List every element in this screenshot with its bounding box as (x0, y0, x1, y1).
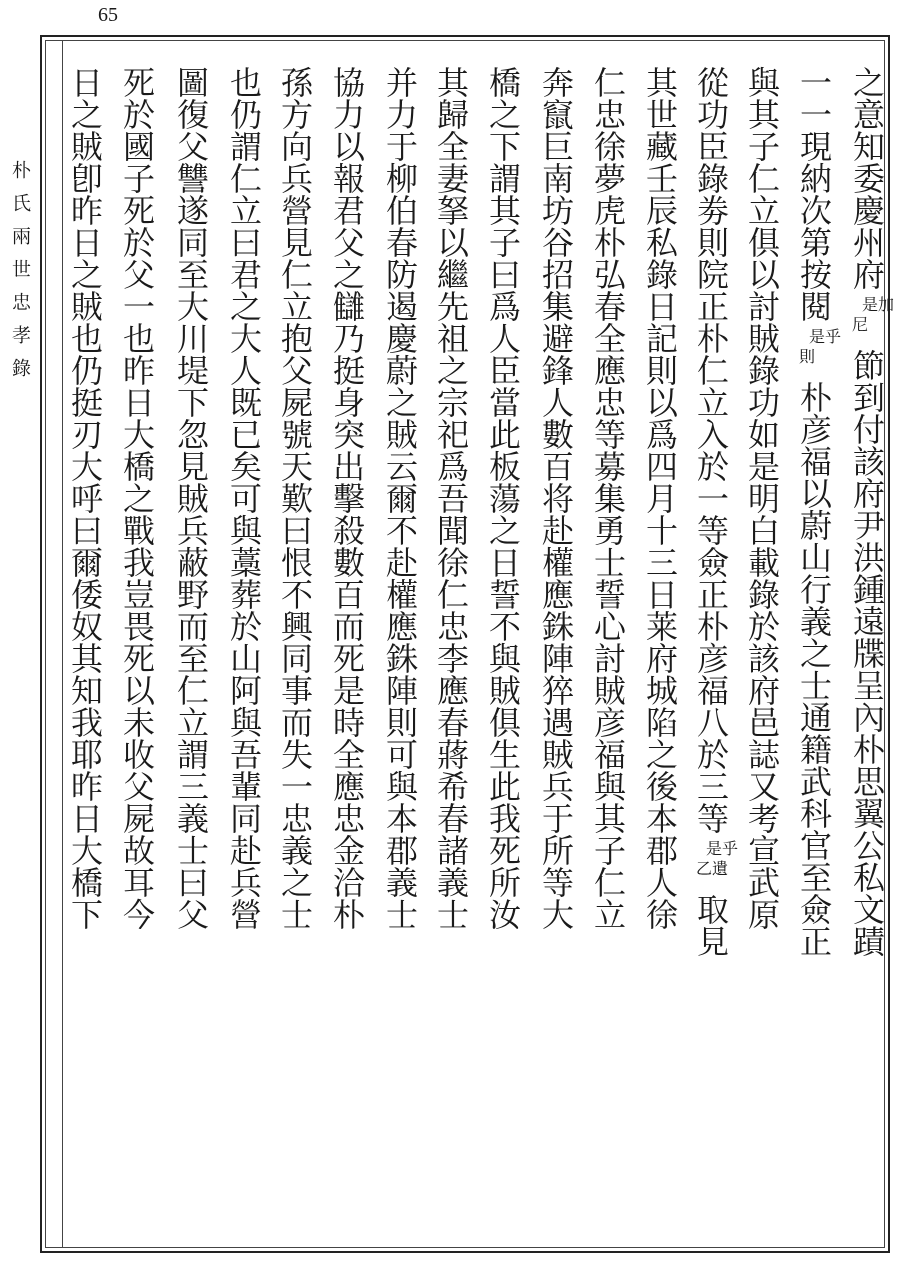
text-column (106, 66, 166, 930)
interlinear-note (852, 290, 896, 349)
text-column (369, 66, 429, 930)
interlinear-note (799, 322, 843, 381)
text-column (629, 66, 689, 930)
text-column (783, 66, 843, 957)
text-column (525, 66, 585, 930)
note-line-right: 是加 (861, 295, 894, 314)
text-column (420, 66, 480, 930)
column-text: 一一現納次第按閱 (795, 66, 833, 322)
text-column (54, 66, 114, 930)
text-column (316, 66, 376, 930)
text-block (62, 66, 894, 1236)
column-text: 也仍謂仁立曰君之大人既已矣可與藁葬於山阿與吾輩同赴兵營 (225, 66, 263, 930)
column-text: 之意知委慶州府 (848, 66, 886, 290)
column-text: 孫方向兵營見仁立抱父屍號天歎曰恨不興同事而失一忠義之士 (276, 66, 314, 930)
text-column (731, 66, 791, 930)
column-text-continued: 取見 (692, 893, 730, 957)
note-line-right: 是乎 (705, 839, 738, 858)
text-column (264, 66, 324, 930)
column-text: 圖復父讐遂同至大川堤下忽見賊兵蔽野而至仁立謂三義士曰父 (172, 66, 210, 930)
text-column (680, 66, 740, 957)
text-column (160, 66, 220, 930)
column-text-continued: 節到付該府尹洪鍾遠牒呈內朴思翼公私文蹟 (848, 349, 886, 957)
column-text: 仁忠徐夢虎朴弘春全應忠等募集勇士誓心討賊彦福與其子仁立 (589, 66, 627, 930)
column-text: 協力以報君父之讎乃挺身突出擊殺數百而死是時全應忠金洽朴 (328, 66, 366, 930)
note-line-left: 尼 (852, 315, 869, 334)
column-text: 從功臣錄劵則院正朴仁立入於一等僉正朴彦福八於三等 (692, 66, 730, 834)
column-text: 死於國子死於父一也昨日大橋之戰我豈畏死以未收父屍故耳今 (118, 66, 156, 930)
text-column (472, 66, 532, 930)
column-text: 橋之下謂其子曰爲人臣當此板蕩之日誓不與賊俱生此我死所汝 (484, 66, 522, 930)
interlinear-note (696, 834, 740, 893)
column-text: 日之賊卽昨日之賊也仍挺刃大呼曰爾倭奴其知我耶昨日大橋下 (66, 66, 104, 930)
column-text: 其歸全妻拏以繼先祖之宗祀爲吾聞徐仁忠李應春蔣希春諸義士 (432, 66, 470, 930)
note-line-right: 是乎 (808, 327, 841, 346)
column-text: 與其子仁立俱以討賊錄功如是明白載錄於該府邑誌又考宣武原 (743, 66, 781, 930)
book-title: 朴氏兩世忠孝錄 (9, 160, 31, 391)
note-line-left: 則 (799, 347, 816, 366)
column-text: 并力于柳伯春防遏慶蔚之賊云爾不赴權應銖陣則可與本郡義士 (381, 66, 419, 930)
column-text: 其世藏壬辰私錄日記則以爲四月十三日莱府城陷之後本郡人徐 (641, 66, 679, 930)
text-column (836, 66, 896, 957)
column-text: 奔竄巨南坊谷招集避鋒人數百将赴權應銖陣猝遇賊兵于所等大 (537, 66, 575, 930)
page-number: 65 (98, 4, 118, 26)
note-line-left: 乙遺 (696, 859, 729, 878)
column-text-continued: 朴彦福以蔚山行義之士通籍武科官至僉正 (795, 381, 833, 957)
text-column (577, 66, 637, 930)
text-column (213, 66, 273, 930)
